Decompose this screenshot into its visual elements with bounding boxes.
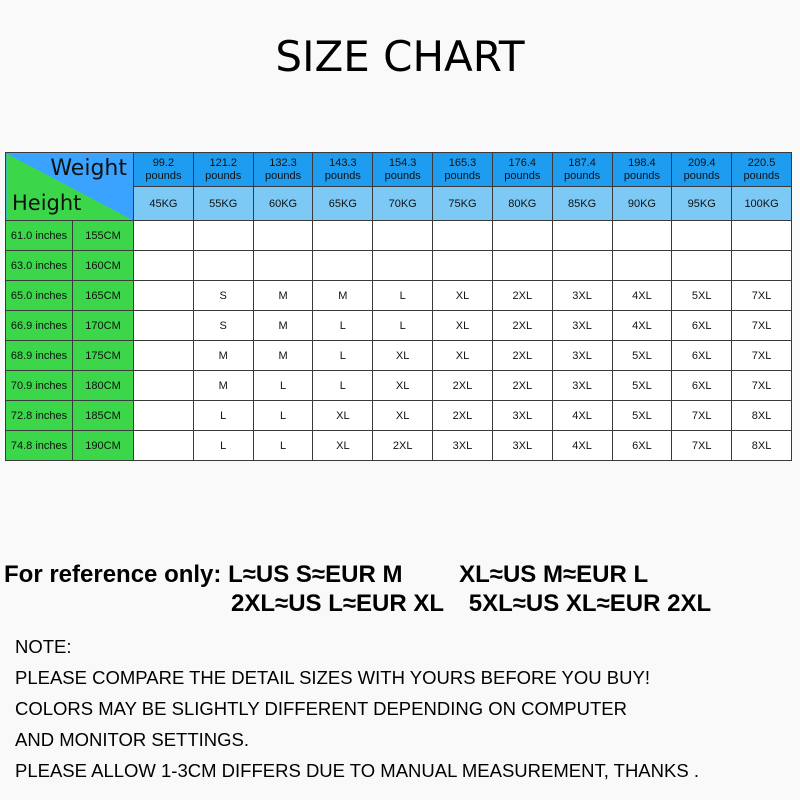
weight-lb-value: 165.3	[448, 156, 477, 169]
size-cell	[552, 221, 612, 251]
weight-lb-value: 176.4	[508, 156, 537, 169]
weight-kg-header: 80KG	[492, 187, 552, 221]
size-cell: L	[253, 431, 313, 461]
size-cell: M	[253, 281, 313, 311]
size-cell: 6XL	[672, 311, 732, 341]
size-cell: 6XL	[612, 431, 672, 461]
height-cm: 170CM	[73, 311, 134, 341]
weight-lb-value: 187.4	[568, 156, 596, 169]
table-row	[6, 431, 792, 461]
corner-weight-label: Weight	[50, 156, 127, 181]
weight-lb-header	[612, 153, 672, 187]
weight-lb-unit: pounds	[623, 169, 660, 182]
weight-lb-header	[253, 153, 313, 187]
height-cm: 165CM	[73, 281, 134, 311]
height-cm: 185CM	[73, 401, 134, 431]
size-cell: 3XL	[492, 401, 552, 431]
size-cell: XL	[313, 401, 373, 431]
notes-section	[15, 631, 699, 786]
note-line: AND MONITOR SETTINGS.	[15, 729, 250, 750]
weight-lb-header	[552, 153, 612, 187]
size-cell: 7XL	[732, 281, 792, 311]
size-cell: 4XL	[552, 401, 612, 431]
size-cell: 5XL	[672, 281, 732, 311]
size-cell: 2XL	[492, 311, 552, 341]
weight-kg-header: 45KG	[134, 187, 194, 221]
size-cell: M	[193, 341, 253, 371]
size-cell: 2XL	[492, 371, 552, 401]
size-cell: L	[313, 371, 373, 401]
weight-lb-value: 198.4	[628, 156, 656, 169]
size-cell: 7XL	[732, 341, 792, 371]
table-row	[6, 401, 792, 431]
weight-lb-header	[433, 153, 493, 187]
weight-lb-value: 99.2	[152, 156, 175, 169]
size-cell: XL	[433, 311, 493, 341]
note-line: PLEASE ALLOW 1-3CM DIFFERS DUE TO MANUAL MEASUREMENT, THANKS .	[15, 760, 699, 781]
reference-line-1	[4, 560, 800, 589]
size-cell: 8XL	[732, 431, 792, 461]
size-cell: 2XL	[492, 341, 552, 371]
table-row	[6, 341, 792, 371]
size-cell: S	[193, 281, 253, 311]
weight-kg-header: 100KG	[732, 187, 792, 221]
size-cell	[253, 221, 313, 251]
size-chart-table	[5, 152, 792, 461]
weight-lb-header	[134, 153, 194, 187]
size-cell	[134, 281, 194, 311]
size-cell	[433, 221, 493, 251]
size-cell	[253, 251, 313, 281]
weight-lb-header	[193, 153, 253, 187]
size-cell	[672, 221, 732, 251]
weight-lb-value: 121.2	[209, 156, 237, 169]
size-cell	[732, 221, 792, 251]
table-row	[6, 371, 792, 401]
size-cell: XL	[373, 401, 433, 431]
note-line: PLEASE COMPARE THE DETAIL SIZES WITH YOURS BEFORE YOU BUY!	[15, 667, 650, 688]
weight-kg-header: 55KG	[193, 187, 253, 221]
table-row	[6, 311, 792, 341]
height-inches: 70.9 inches	[6, 371, 73, 401]
weight-lb-value: 154.3	[388, 156, 417, 169]
size-cell: 7XL	[672, 401, 732, 431]
size-cell: 7XL	[732, 311, 792, 341]
size-cell: 8XL	[732, 401, 792, 431]
size-cell	[134, 221, 194, 251]
reference-line-2	[4, 589, 800, 618]
weight-lb-unit: pounds	[444, 169, 481, 182]
size-cell	[193, 221, 253, 251]
size-cell: 5XL	[612, 401, 672, 431]
height-inches: 63.0 inches	[6, 251, 73, 281]
height-cm: 160CM	[73, 251, 134, 281]
weight-kg-header: 95KG	[672, 187, 732, 221]
size-cell: 5XL	[612, 341, 672, 371]
corner-height-label: Height	[12, 191, 82, 215]
height-cm: 180CM	[73, 371, 134, 401]
size-cell	[552, 251, 612, 281]
size-cell: 3XL	[492, 431, 552, 461]
size-cell: L	[373, 281, 433, 311]
weight-kg-header: 90KG	[612, 187, 672, 221]
size-cell	[134, 401, 194, 431]
weight-lb-header	[373, 153, 433, 187]
size-cell: 6XL	[672, 371, 732, 401]
size-cell: 4XL	[612, 281, 672, 311]
size-cell: XL	[433, 281, 493, 311]
size-cell: 3XL	[552, 311, 612, 341]
size-cell	[134, 431, 194, 461]
note-heading: NOTE:	[15, 636, 72, 657]
size-cell: 7XL	[672, 431, 732, 461]
size-cell: L	[373, 311, 433, 341]
size-cell: 4XL	[612, 311, 672, 341]
size-cell	[134, 251, 194, 281]
size-cell: XL	[433, 341, 493, 371]
height-inches: 61.0 inches	[6, 221, 73, 251]
height-inches: 74.8 inches	[6, 431, 73, 461]
reference-eq-xl: XL≈US M≈EUR L	[459, 561, 649, 588]
weight-kg-header: 70KG	[373, 187, 433, 221]
height-inches: 66.9 inches	[6, 311, 73, 341]
note-line: COLORS MAY BE SLIGHTLY DIFFERENT DEPENDING ON COMPUTER	[15, 698, 627, 719]
height-inches: 68.9 inches	[6, 341, 73, 371]
size-cell	[433, 251, 493, 281]
page-title: SIZE CHART	[275, 32, 525, 81]
weight-lb-value: 209.4	[687, 156, 716, 169]
weight-kg-header: 60KG	[253, 187, 313, 221]
weight-lb-unit: pounds	[504, 169, 541, 182]
size-cell: L	[313, 341, 373, 371]
size-cell: 2XL	[492, 281, 552, 311]
size-cell: XL	[313, 431, 373, 461]
table-row	[6, 221, 792, 251]
size-cell: S	[193, 311, 253, 341]
size-cell	[134, 341, 194, 371]
size-cell	[313, 251, 373, 281]
size-cell: 2XL	[433, 401, 493, 431]
weight-lb-unit: pounds	[205, 169, 242, 182]
size-cell: M	[253, 311, 313, 341]
weight-lb-unit: pounds	[264, 169, 302, 182]
size-cell: 5XL	[612, 371, 672, 401]
weight-lb-value: 220.5	[747, 156, 776, 169]
weight-lb-row	[6, 153, 792, 187]
weight-kg-header: 85KG	[552, 187, 612, 221]
size-cell	[193, 251, 253, 281]
size-cell	[134, 371, 194, 401]
reference-label: For reference only:	[4, 561, 222, 588]
size-cell: L	[313, 311, 373, 341]
weight-kg-header: 65KG	[313, 187, 373, 221]
table-corner	[6, 153, 134, 221]
size-cell	[612, 251, 672, 281]
size-cell: L	[253, 371, 313, 401]
height-cm: 190CM	[73, 431, 134, 461]
reference-eq-l: L≈US S≈EUR M	[228, 561, 403, 588]
size-cell: 4XL	[552, 431, 612, 461]
size-cell: M	[193, 371, 253, 401]
size-cell: 3XL	[433, 431, 493, 461]
weight-lb-value: 143.3	[329, 156, 357, 169]
height-cm: 155CM	[73, 221, 134, 251]
size-cell	[492, 221, 552, 251]
size-cell: 3XL	[552, 371, 612, 401]
size-cell: L	[253, 401, 313, 431]
weight-lb-value: 132.3	[269, 156, 297, 169]
size-cell: L	[193, 431, 253, 461]
weight-lb-header	[313, 153, 373, 187]
reference-eq-5xl: 5XL≈US XL≈EUR 2XL	[468, 590, 712, 617]
size-cell: L	[193, 401, 253, 431]
weight-lb-unit: pounds	[145, 169, 182, 182]
weight-lb-header	[732, 153, 792, 187]
height-inches: 72.8 inches	[6, 401, 73, 431]
size-cell	[373, 251, 433, 281]
size-cell	[672, 251, 732, 281]
size-cell: 6XL	[672, 341, 732, 371]
weight-lb-unit: pounds	[384, 169, 421, 182]
reference-eq-2xl: 2XL≈US L≈EUR XL	[231, 590, 445, 617]
weight-kg-header: 75KG	[433, 187, 493, 221]
weight-lb-unit: pounds	[743, 169, 780, 182]
size-cell: M	[253, 341, 313, 371]
reference-section	[4, 560, 800, 618]
size-cell: 3XL	[552, 341, 612, 371]
size-cell: 7XL	[732, 371, 792, 401]
size-cell: XL	[373, 371, 433, 401]
size-cell	[612, 221, 672, 251]
size-cell	[313, 221, 373, 251]
size-cell: 2XL	[433, 371, 493, 401]
weight-lb-unit: pounds	[564, 169, 601, 182]
size-cell	[492, 251, 552, 281]
size-cell	[732, 251, 792, 281]
weight-lb-unit: pounds	[683, 169, 720, 182]
size-cell: XL	[373, 341, 433, 371]
height-inches: 65.0 inches	[6, 281, 73, 311]
size-cell: 2XL	[373, 431, 433, 461]
size-cell	[134, 311, 194, 341]
weight-lb-header	[672, 153, 732, 187]
table-row	[6, 281, 792, 311]
size-cell: M	[313, 281, 373, 311]
table-row	[6, 251, 792, 281]
size-cell	[373, 221, 433, 251]
size-cell: 3XL	[552, 281, 612, 311]
weight-lb-header	[492, 153, 552, 187]
height-cm: 175CM	[73, 341, 134, 371]
weight-lb-unit: pounds	[324, 169, 361, 182]
